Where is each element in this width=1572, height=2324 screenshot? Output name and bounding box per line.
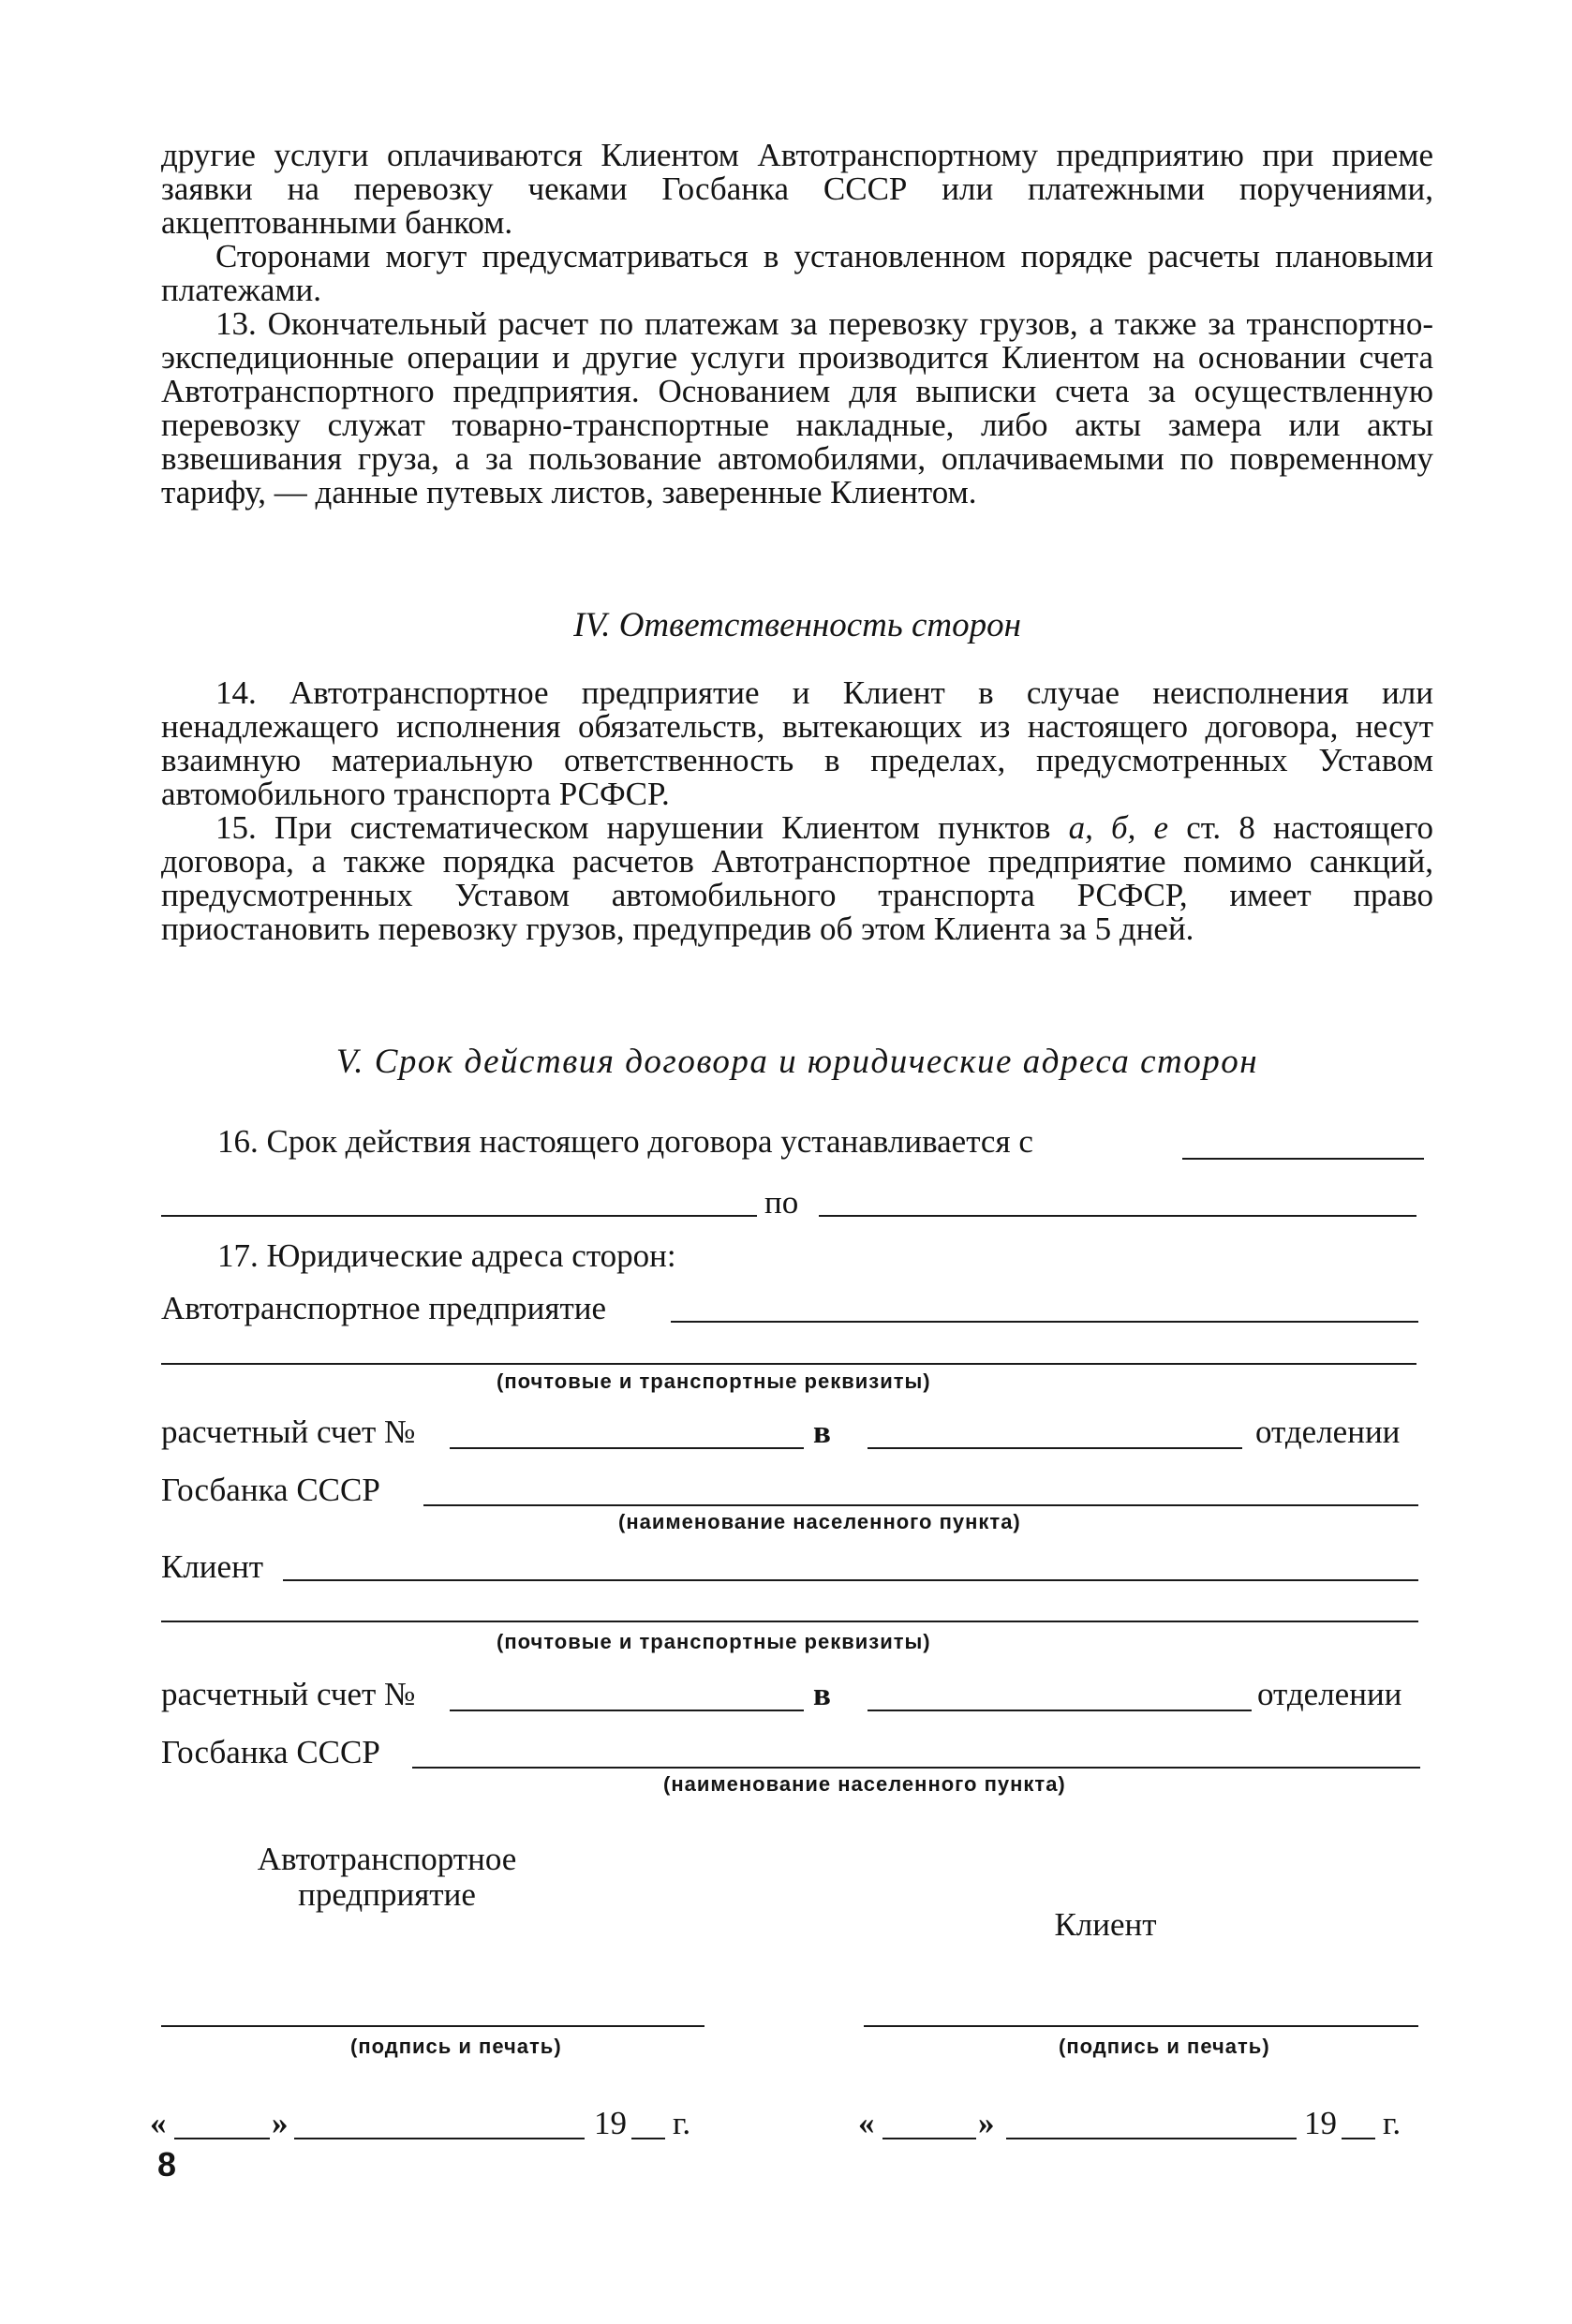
atp-requisites-caption: (почтовые и транспортные реквизиты) — [497, 1369, 931, 1393]
client-label: Клиент — [161, 1548, 264, 1585]
atp-branch-label: отделении — [1255, 1414, 1401, 1450]
atp-date-day-field[interactable] — [174, 2138, 270, 2139]
paragraph-15-start: 15. При систематическом нарушении Клиентом пунктов — [215, 809, 1069, 846]
client-date-day-field[interactable] — [882, 2138, 976, 2139]
client-requisites-caption: (почтовые и транспортные реквизиты) — [497, 1630, 931, 1653]
paragraph-planned-payments: Сторонами могут предусматриваться в установленном порядке расчеты плановыми платежами. — [161, 238, 1433, 308]
atp-date-quote-close: » — [272, 2105, 289, 2141]
atp-date-year-field[interactable] — [631, 2138, 665, 2139]
client-signature-title: Клиент — [1054, 1906, 1157, 1943]
atp-gosbank-label: Госбанка СССР — [161, 1472, 380, 1508]
paragraph-13-final-settlement: 13. Окончательный расчет по платежам за перевозку грузов, а также за транспортно-экспедиционные операции и другие услуги производится Клиентом на основании счета Автотранспортного предприятия. Основанием для выписки счета за осуществленную перевозку служат товарно-транспортные накладные, либо акты замера или акты взвешивания груза, а за пользование автомобилями, оплачиваемыми по повременному тарифу, — данные путевых листов, заверенные Клиентом. — [161, 305, 1433, 511]
client-in-label: в — [813, 1676, 831, 1712]
atp-address-field[interactable] — [671, 1321, 1418, 1323]
paragraph-15-points: а, б, е — [1068, 809, 1169, 846]
atp-account-label: расчетный счет № — [161, 1414, 416, 1450]
client-requisites-field[interactable] — [161, 1621, 1418, 1622]
paragraph-15-violations — [161, 811, 1433, 946]
atp-date-quote-open: « — [150, 2105, 167, 2141]
client-address-field[interactable] — [283, 1579, 1418, 1581]
client-date-year-suffix: г. — [1383, 2105, 1401, 2141]
page-number: 8 — [157, 2145, 177, 2183]
atp-signature-title: Автотранспортное предприятие — [257, 1841, 517, 1913]
paragraph-payments-continued: другие услуги оплачиваются Клиентом Автотранспортному предприятию при приеме заявки на перевозку чеками Госбанка СССР или платежными поручениями, акцептованными банком. — [161, 137, 1433, 241]
atp-account-field[interactable] — [450, 1447, 804, 1449]
paragraph-16-term: 16. Срок действия настоящего договора устанавливается с — [217, 1123, 1033, 1160]
paragraph-15-end: ст. 8 настоящего договора, а также порядка расчетов Автотранспортное предприятие помимо санкций, предусмотренных Уставом автомобильного транспорта РСФСР, имеет право приостановить перевозку грузов, предупредив об этом Клиента за 5 дней. — [161, 809, 1434, 947]
paragraph-14-liability: 14. Автотранспортное предприятие и Клиент в случае неисполнения или ненадлежащего исполнения обязательств, вытекающих из настоящего договора, несут взаимную материальную ответственность в пределах, предусмотренных Уставом автомобильного транспорта РСФСР. — [161, 674, 1433, 812]
client-account-label: расчетный счет № — [161, 1676, 416, 1712]
client-settlement-field[interactable] — [412, 1767, 1420, 1769]
atp-date-year-prefix: 19 — [594, 2105, 627, 2141]
client-account-field[interactable] — [450, 1710, 804, 1711]
atp-date-year-suffix: г. — [673, 2105, 691, 2141]
atp-requisites-field[interactable] — [161, 1363, 1416, 1365]
section-5-heading: V. Срок действия договора и юридические адреса сторон — [335, 1043, 1259, 1081]
atp-signature-field[interactable] — [161, 2025, 704, 2027]
term-po-label: по — [764, 1184, 799, 1221]
client-date-month-field[interactable] — [1006, 2138, 1297, 2139]
term-from-field[interactable] — [161, 1215, 757, 1217]
client-place-caption: (наименование населенного пункта) — [663, 1772, 1066, 1796]
atp-place-caption: (наименование населенного пункта) — [618, 1510, 1021, 1533]
section-4-heading: IV. Ответственность сторон — [573, 606, 1021, 644]
term-end-field[interactable] — [819, 1215, 1416, 1217]
paragraph-17-addresses: 17. Юридические адреса сторон: — [217, 1237, 676, 1274]
atp-signature-caption: (подпись и печать) — [350, 2035, 562, 2058]
client-bank-field[interactable] — [868, 1710, 1252, 1711]
atp-bank-field[interactable] — [868, 1447, 1242, 1449]
client-gosbank-label: Госбанка СССР — [161, 1734, 380, 1770]
client-date-quote-open: « — [858, 2105, 875, 2141]
section-4-body — [161, 676, 1433, 946]
atp-settlement-field[interactable] — [423, 1504, 1418, 1506]
client-date-year-field[interactable] — [1342, 2138, 1375, 2139]
client-date-quote-close: » — [978, 2105, 995, 2141]
term-start-field[interactable] — [1182, 1158, 1424, 1160]
client-branch-label: отделении — [1257, 1676, 1402, 1712]
client-signature-field[interactable] — [864, 2025, 1418, 2027]
payment-paragraphs — [161, 139, 1433, 510]
client-signature-caption: (подпись и печать) — [1059, 2035, 1270, 2058]
atp-date-month-field[interactable] — [294, 2138, 585, 2139]
client-date-year-prefix: 19 — [1304, 2105, 1337, 2141]
atp-label: Автотранспортное предприятие — [161, 1290, 607, 1326]
atp-in-label: в — [813, 1414, 831, 1450]
